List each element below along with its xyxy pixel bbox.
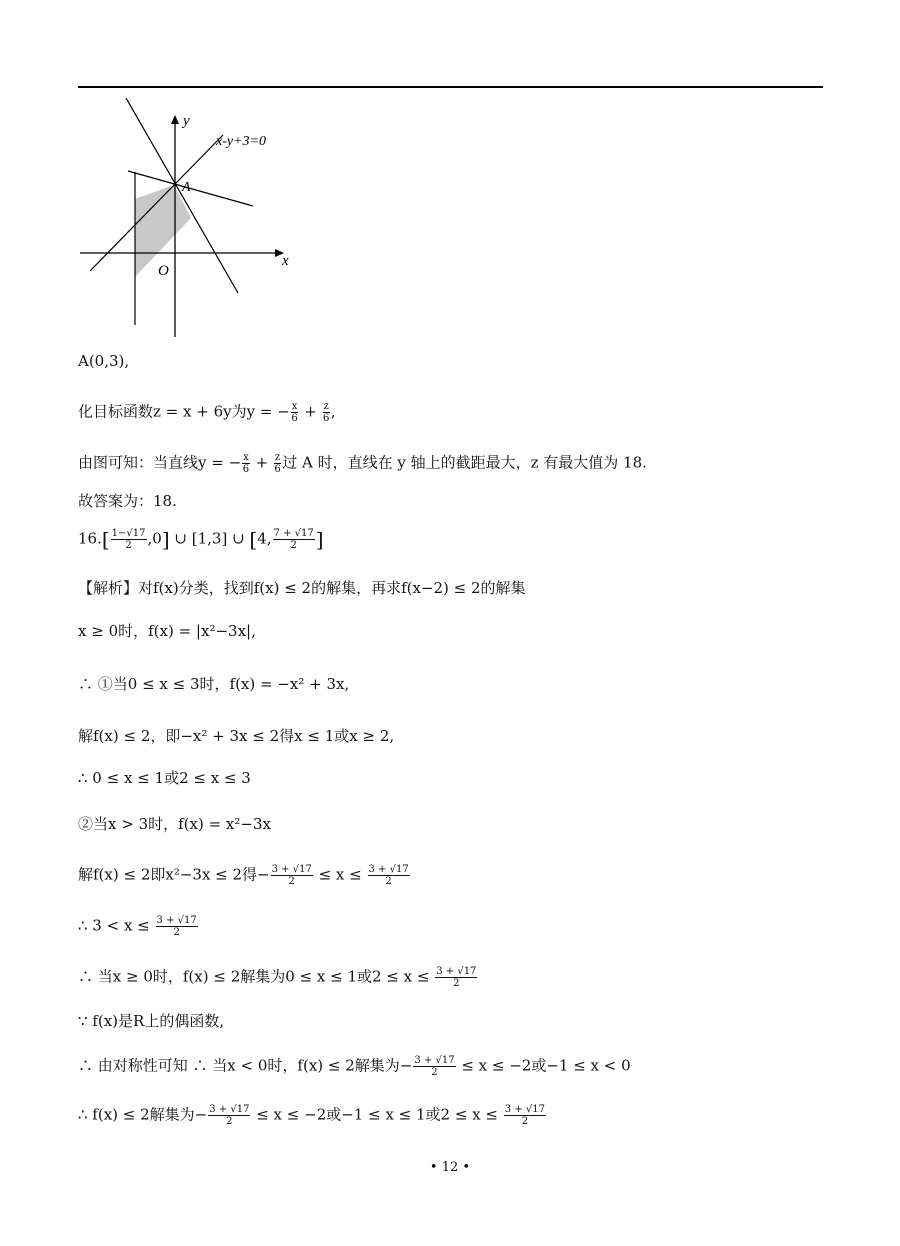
fraction [274, 452, 281, 475]
fraction [368, 864, 410, 887]
fraction [291, 401, 299, 424]
numerator: 1−√17 [111, 528, 146, 539]
page-number: • 12 • [429, 1160, 471, 1175]
line-case-2: ②当x > 3时，f(x) = x²−3x [78, 815, 271, 833]
line-case-1: ∴ ①当0 ≤ x ≤ 3时，f(x) = −x² + 3x, [78, 675, 350, 693]
line-result-2 [78, 915, 199, 938]
text: 由图可知：当直线 [78, 453, 199, 472]
text: 化目标函数 [78, 402, 154, 421]
text: ∴ 当x ≥ 0时，f(x) ≤ 2解集为0 ≤ x ≤ 1或2 ≤ x ≤ [78, 967, 435, 986]
text: 4, [257, 529, 272, 548]
denominator: 2 [125, 540, 132, 551]
fraction [271, 864, 313, 887]
y-axis-label: y [183, 113, 190, 129]
bracket: [ [101, 527, 110, 552]
numerator: 7 + √17 [273, 528, 314, 539]
numerator: 3 + √17 [156, 915, 197, 926]
text: 过 A 时，直线在 y 轴上的截距最大，z 有最大值为 18. [282, 453, 647, 472]
text: ,0 [147, 529, 162, 548]
numerator: x [243, 452, 249, 463]
fraction [111, 528, 147, 551]
line-label: x-y+3=0 [216, 134, 266, 149]
text: 为 [231, 402, 247, 421]
text: y = − [246, 402, 290, 421]
numerator: 3 + √17 [436, 966, 477, 977]
fraction [504, 1104, 546, 1127]
text: ≤ x ≤ [313, 865, 367, 884]
line-solve-1: 解f(x) ≤ 2，即−x² + 3x ≤ 2得x ≤ 1或x ≥ 2, [78, 727, 395, 745]
line-nonneg-solution [78, 966, 478, 989]
bracket: [ [249, 527, 258, 552]
fraction [156, 915, 198, 938]
text: ∴ 3 < x ≤ [78, 916, 155, 935]
fraction [323, 401, 330, 424]
text: ≤ x ≤ −2或−1 ≤ x < 0 [456, 1056, 631, 1075]
origin-label: O [158, 263, 169, 279]
numerator: 3 + √17 [414, 1055, 455, 1066]
bracket: ] [161, 527, 170, 552]
denominator: 6 [322, 413, 330, 424]
numerator: x [291, 401, 298, 412]
denominator: 2 [288, 876, 295, 887]
line-solve-2 [78, 864, 411, 887]
text: ≤ x ≤ −2或−1 ≤ x ≤ 1或2 ≤ x ≤ [251, 1105, 503, 1124]
line-point-a: A(0,3), [78, 352, 130, 370]
denominator: 2 [431, 1067, 438, 1078]
denominator: 2 [385, 876, 392, 887]
line-answer: 故答案为：18. [78, 492, 177, 510]
line-analysis: 【解析】对f(x)分类，找到f(x) ≤ 2的解集，再求f(x−2) ≤ 2的解集 [78, 579, 526, 597]
fraction [273, 528, 315, 551]
denominator: 2 [173, 927, 180, 938]
text: + [299, 402, 322, 421]
line-symmetry [78, 1055, 631, 1078]
point-a-label: A [182, 180, 191, 195]
fraction [242, 452, 250, 475]
text: z = x + 6y [153, 402, 232, 421]
denominator: 6 [242, 464, 250, 475]
fraction [208, 1104, 250, 1127]
denominator: 6 [274, 464, 281, 475]
line-case-nonneg: x ≥ 0时，f(x) = |x²−3x|, [78, 622, 256, 640]
numerator: 3 + √17 [368, 864, 409, 875]
fraction [413, 1055, 455, 1078]
bracket: ] [315, 527, 324, 552]
text: ∴ 由对称性可知 ∴ 当x < 0时，f(x) ≤ 2解集为− [78, 1056, 413, 1075]
question-number: 16. [78, 529, 102, 548]
text: y = − [198, 453, 242, 472]
text: + [250, 453, 273, 472]
numerator: 3 + √17 [504, 1104, 545, 1115]
line-q16-answer [78, 528, 324, 551]
line-max-value [78, 452, 647, 475]
text: ∪ [1,3] ∪ [169, 529, 250, 548]
text: 解f(x) ≤ 2即x²−3x ≤ 2得− [78, 865, 270, 884]
numerator: 3 + √17 [209, 1104, 250, 1115]
denominator: 2 [453, 978, 460, 989]
denominator: 2 [226, 1116, 233, 1127]
line-result-1: ∴ 0 ≤ x ≤ 1或2 ≤ x ≤ 3 [78, 769, 251, 787]
header-rule [78, 86, 823, 88]
numerator: z [323, 401, 329, 412]
text: ∴ f(x) ≤ 2解集为− [78, 1105, 208, 1124]
x-axis-label: x [282, 253, 289, 269]
feasible-region-figure [78, 93, 303, 338]
fraction [435, 966, 477, 989]
denominator: 6 [291, 413, 298, 424]
line-final-solution [78, 1104, 547, 1127]
denominator: 2 [521, 1116, 529, 1127]
line-objective-function [78, 401, 336, 424]
denominator: 2 [290, 540, 297, 551]
numerator: z [274, 452, 281, 463]
text: , [330, 402, 336, 421]
numerator: 3 + √17 [271, 864, 312, 875]
line-even-function: ∵ f(x)是R上的偶函数, [78, 1012, 225, 1030]
y-axis-arrow [171, 115, 179, 124]
